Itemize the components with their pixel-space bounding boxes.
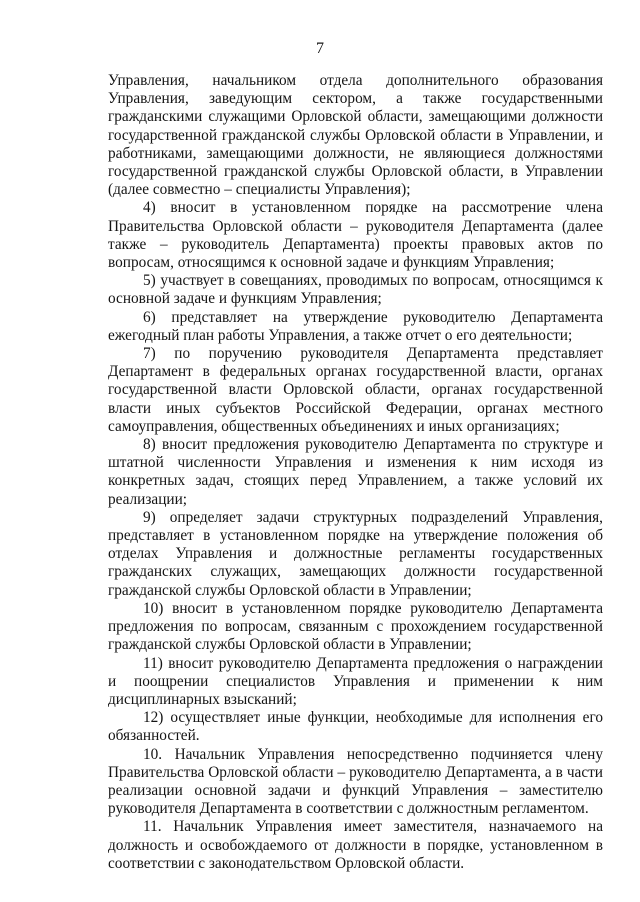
paragraph-continuation: Управления, начальником отдела дополнительного образования Управления, заведующим сектором, а также государственными гражданскими служащими Орловской области, замещающими должности государственной гражданской службы Орловской области в Управлении, и работниками, замещающими должности, не являющиеся должностями государственной гражданской службы Орловской области, в Управлении (далее совместно – специалисты Управления); bbox=[108, 72, 603, 199]
paragraph-item-5: 5) участвует в совещаниях, проводимых по вопросам, относящимся к основной задаче и функциям Управления; bbox=[108, 272, 603, 308]
document-body bbox=[108, 72, 603, 873]
page-number: 7 bbox=[316, 40, 324, 57]
paragraph-item-10: 10) вносит в установленном порядке руководителю Департамента предложения по вопросам, связанным с прохождением государственной гражданской службы Орловской области в Управлении; bbox=[108, 599, 603, 654]
paragraph-item-12: 12) осуществляет иные функции, необходимые для исполнения его обязанностей. bbox=[108, 709, 603, 745]
paragraph-item-4: 4) вносит в установленном порядке на рассмотрение члена Правительства Орловской области – руководителя Департамента (далее также – руководитель Департамента) проекты правовых актов по вопросам, относящимся к основной задаче и функциям Управления; bbox=[108, 199, 603, 272]
paragraph-item-6: 6) представляет на утверждение руководителю Департамента ежегодный план работы Управления, а также отчет о его деятельности; bbox=[108, 308, 603, 344]
paragraph-section-11: 11. Начальник Управления имеет заместителя, назначаемого на должность и освобождаемого от должности в порядке, установленном в соответствии с законодательством Орловской области. bbox=[108, 818, 603, 872]
paragraph-section-10: 10. Начальник Управления непосредственно подчиняется члену Правительства Орловской области – руководителю Департамента, а в части реализации основной задачи и функций Управления – заместителю руководителя Департамента в соответствии с должностным регламентом. bbox=[108, 745, 603, 818]
paragraph-item-8: 8) вносит предложения руководителю Департамента по структуре и штатной численности Управления и изменения к ним исходя из конкретных задач, стоящих перед Управлением, а также условий их реализации; bbox=[108, 436, 603, 508]
paragraph-item-9: 9) определяет задачи структурных подразделений Управления, представляет в установленном порядке на утверждение положения об отделах Управления и должностные регламенты государственных гражданских служащих, замещающих должности государственной гражданской службы Орловской области в Управлении; bbox=[108, 508, 603, 599]
paragraph-item-7: 7) по поручению руководителя Департамента представляет Департамент в федеральных органах государственной власти, органах государственной власти Орловской области, органах государственной власти иных субъектов Российской Федерации, органах местного самоуправления, общественных объединениях и иных организациях; bbox=[108, 345, 603, 435]
paragraph-item-11: 11) вносит руководителю Департамента предложения о награждении и поощрении специалистов Управления и применении к ним дисциплинарных взысканий; bbox=[108, 654, 603, 708]
